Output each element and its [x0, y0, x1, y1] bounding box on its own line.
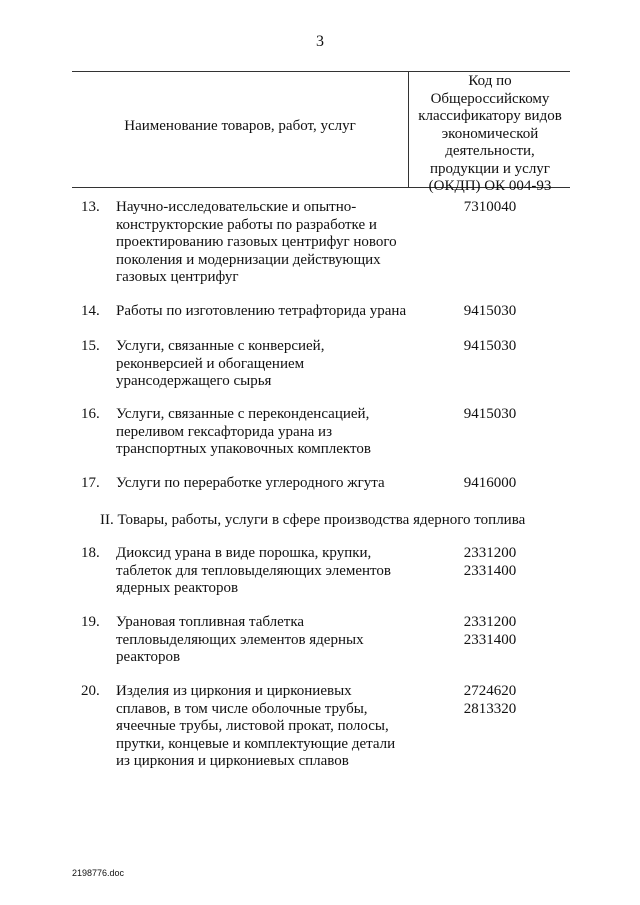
okdp-code: 2724620 — [463, 683, 517, 699]
row-code — [430, 406, 550, 424]
row-line: переливом гексафторида урана из — [116, 423, 333, 440]
okdp-code: 7310040 — [463, 199, 517, 215]
row-number: 13. — [81, 199, 100, 215]
row-line: конструкторские работы по разработке и — [116, 216, 377, 233]
row-description — [116, 545, 416, 598]
okdp-code: 2331400 — [463, 631, 517, 648]
okdp-code: 2331200 — [463, 545, 517, 561]
header-code-line: классификатору видов — [418, 108, 562, 124]
row-description — [116, 614, 416, 667]
row-code — [430, 683, 550, 718]
row-line: Изделия из циркония и циркониевых — [116, 683, 352, 699]
table-top-rule — [72, 71, 570, 72]
header-code-line: Код по — [468, 73, 512, 89]
row-line: Работы по изготовлению тетрафторида урана — [116, 303, 407, 319]
footer-filename: 2198776.doc — [72, 868, 125, 878]
row-number: 18. — [81, 545, 100, 561]
row-line: поколения и модернизации действующих — [116, 251, 381, 268]
row-description — [116, 303, 436, 321]
header-code-line: деятельности, — [445, 143, 535, 159]
row-description — [116, 199, 416, 287]
row-number: 16. — [81, 406, 100, 422]
okdp-code: 9416000 — [463, 475, 517, 491]
row-code — [430, 338, 550, 356]
row-line: Услуги, связанные с конверсией, — [116, 338, 325, 354]
row-line: Научно-исследовательские и опытно- — [116, 199, 357, 215]
row-line: Услуги по переработке углеродного жгута — [116, 475, 385, 491]
row-line: тепловыделяющих элементов ядерных — [116, 631, 364, 648]
row-number: 20. — [81, 683, 100, 699]
row-number: 14. — [81, 303, 100, 319]
okdp-code: 2331200 — [463, 614, 517, 630]
row-number: 15. — [81, 338, 100, 354]
row-line: сплавов, в том числе оболочные трубы, — [116, 700, 368, 717]
header-code-column — [410, 73, 570, 196]
header-code-line: (ОКДП) ОК 004-93 — [428, 178, 552, 194]
row-code — [430, 545, 550, 580]
row-line: транспортных упаковочных комплектов — [116, 441, 371, 457]
row-line: Услуги, связанные с переконденсацией, — [116, 406, 370, 422]
row-line: Диоксид урана в виде порошка, крупки, — [116, 545, 372, 561]
okdp-code: 2331400 — [463, 562, 517, 579]
row-line: ячеечные трубы, листовой прокат, полосы, — [116, 718, 389, 734]
row-line: урансодержащего сырья — [116, 373, 272, 389]
row-description — [116, 683, 416, 771]
row-number: 17. — [81, 475, 100, 491]
row-line: газовых центрифуг — [116, 269, 239, 285]
row-description — [116, 475, 436, 493]
row-line: реакторов — [116, 649, 181, 665]
row-line: Урановая топливная таблетка — [116, 614, 305, 630]
row-line: из циркония и циркониевых сплавов — [116, 753, 349, 769]
section-title: II. Товары, работы, услуги в сфере производства ядерного топлива — [100, 512, 526, 528]
header-code-line: продукции и услуг — [430, 160, 550, 177]
header-code-line: экономической — [441, 125, 539, 142]
row-description — [116, 338, 416, 391]
row-line: прутки, концевые и комплектующие детали — [116, 735, 396, 752]
row-code — [430, 475, 550, 493]
header-code-line: Общероссийскому — [430, 90, 550, 107]
row-description — [116, 406, 416, 459]
page-number: 3 — [316, 33, 324, 50]
row-code — [430, 303, 550, 321]
row-code — [430, 614, 550, 649]
row-code — [430, 199, 550, 217]
table-header-divider — [408, 71, 409, 187]
okdp-code: 9415030 — [463, 406, 517, 422]
row-number: 19. — [81, 614, 100, 630]
row-line: реконверсией и обогащением — [116, 355, 305, 372]
row-line: таблеток для тепловыделяющих элементов — [116, 562, 391, 579]
row-line: проектированию газовых центрифуг нового — [116, 234, 397, 250]
okdp-code: 9415030 — [463, 303, 517, 319]
okdp-code: 2813320 — [463, 700, 517, 717]
header-name-column: Наименование товаров, работ, услуг — [124, 118, 356, 134]
row-line: ядерных реакторов — [116, 580, 239, 596]
okdp-code: 9415030 — [463, 338, 517, 354]
